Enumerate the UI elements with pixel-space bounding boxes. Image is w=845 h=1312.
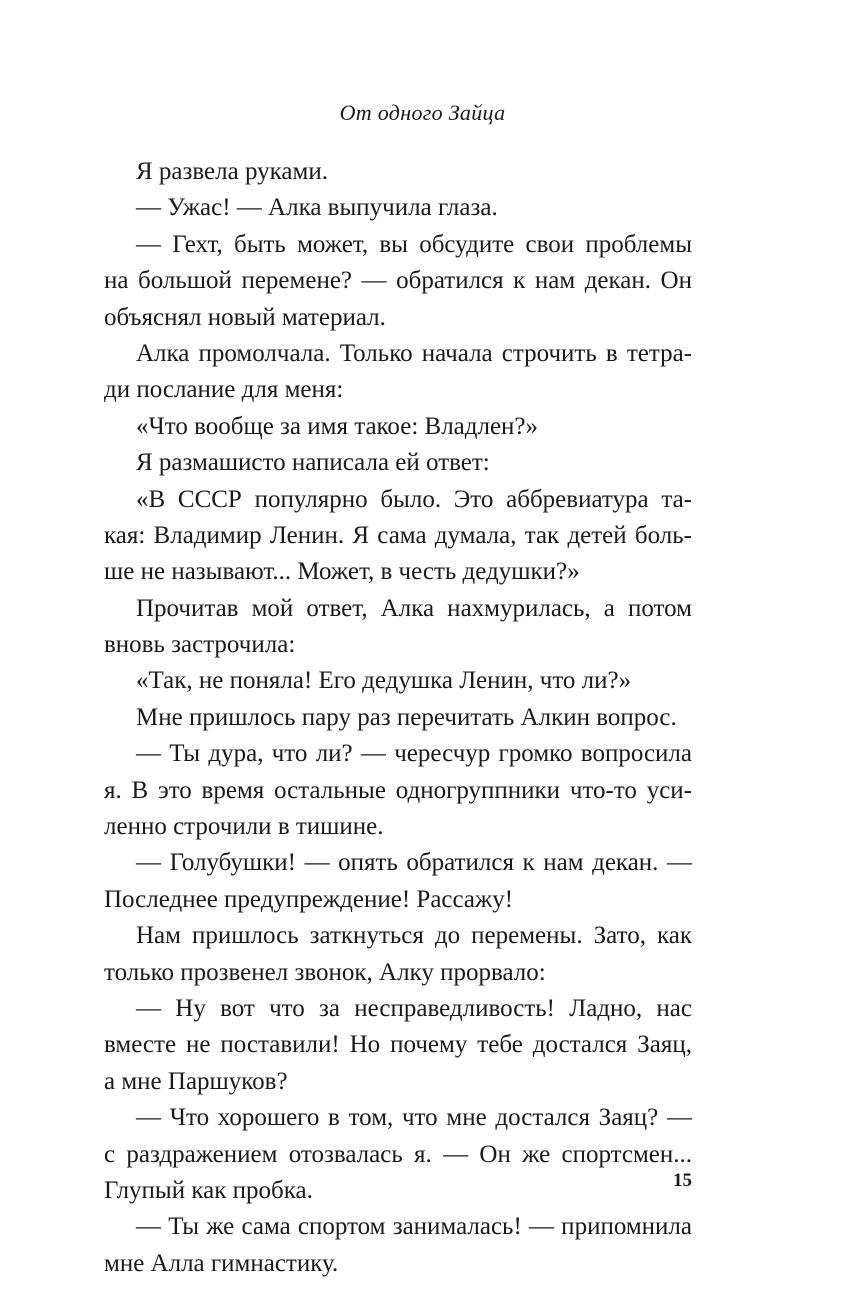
text-line: — Гехт, быть может, вы обсудите свои проблемы — [136, 230, 692, 258]
text-line: — Ну вот что за несправедливость! Ладно, нас — [136, 994, 692, 1022]
text-line: ленно строчили в тишине. — [104, 813, 384, 841]
text-line: я. В это время остальные одногруппники что-то уси- — [104, 776, 692, 804]
text-line: Я развела руками. — [136, 158, 328, 185]
text-line: только прозвенел звонок, Алку прорвало: — [104, 958, 546, 986]
text-line: вместе не поставили! Но почему тебе достался Заяц, — [104, 1031, 692, 1059]
text-line: «Что вообще за имя такое: Владлен?» — [136, 412, 539, 440]
text-line: «В СССР популярно было. Это аббревиатура та- — [136, 485, 692, 513]
text-line: Глупый как пробка. — [104, 1176, 313, 1204]
text-line: с раздражением отозвалась я. — Он же спортсмен... — [104, 1140, 692, 1168]
text-line: — Голубушки! — опять обратился к нам декан. — — [136, 849, 692, 877]
text-line: Я размашисто написала ей ответ: — [136, 449, 490, 477]
text-line: — Что хорошего в том, что мне достался Заяц? — — [136, 1104, 692, 1132]
text-line: Алка промолчала. Только начала строчить в тетра- — [136, 339, 692, 367]
body-text — [104, 154, 692, 1282]
text-line: — Ты же сама спортом занималась! — припомнила — [136, 1213, 692, 1241]
text-line: ше не называют... Может, в честь дедушки?» — [104, 558, 580, 586]
text-line: Последнее предупреждение! Рассажу! — [104, 885, 514, 913]
text-line: — Ужас! — Алка выпучила глаза. — [136, 194, 498, 222]
text-line: вновь застрочила: — [104, 631, 296, 659]
running-header: От одного Зайца — [339, 100, 506, 125]
text-line: — Ты дура, что ли? — чересчур громко вопросила — [136, 740, 692, 768]
text-line: Нам пришлось заткнуться до перемены. Зато, как — [136, 922, 692, 950]
page-number: 15 — [673, 1170, 692, 1191]
text-line: мне Алла гимнастику. — [104, 1249, 339, 1277]
text-line: «Так, не поняла! Его дедушка Ленин, что ли?» — [136, 667, 632, 695]
text-line: объяснял новый материал. — [104, 303, 386, 331]
text-line: а мне Паршуков? — [104, 1067, 288, 1095]
text-line: кая: Владимир Ленин. Я сама думала, так детей боль- — [104, 521, 692, 549]
text-line: Мне пришлось пару раз перечитать Алкин вопрос. — [136, 703, 677, 731]
text-line: на большой перемене? — обратился к нам декан. Он — [104, 267, 692, 295]
text-line: Прочитав мой ответ, Алка нахмурилась, а потом — [136, 594, 692, 622]
text-line: ди послание для меня: — [104, 376, 344, 404]
